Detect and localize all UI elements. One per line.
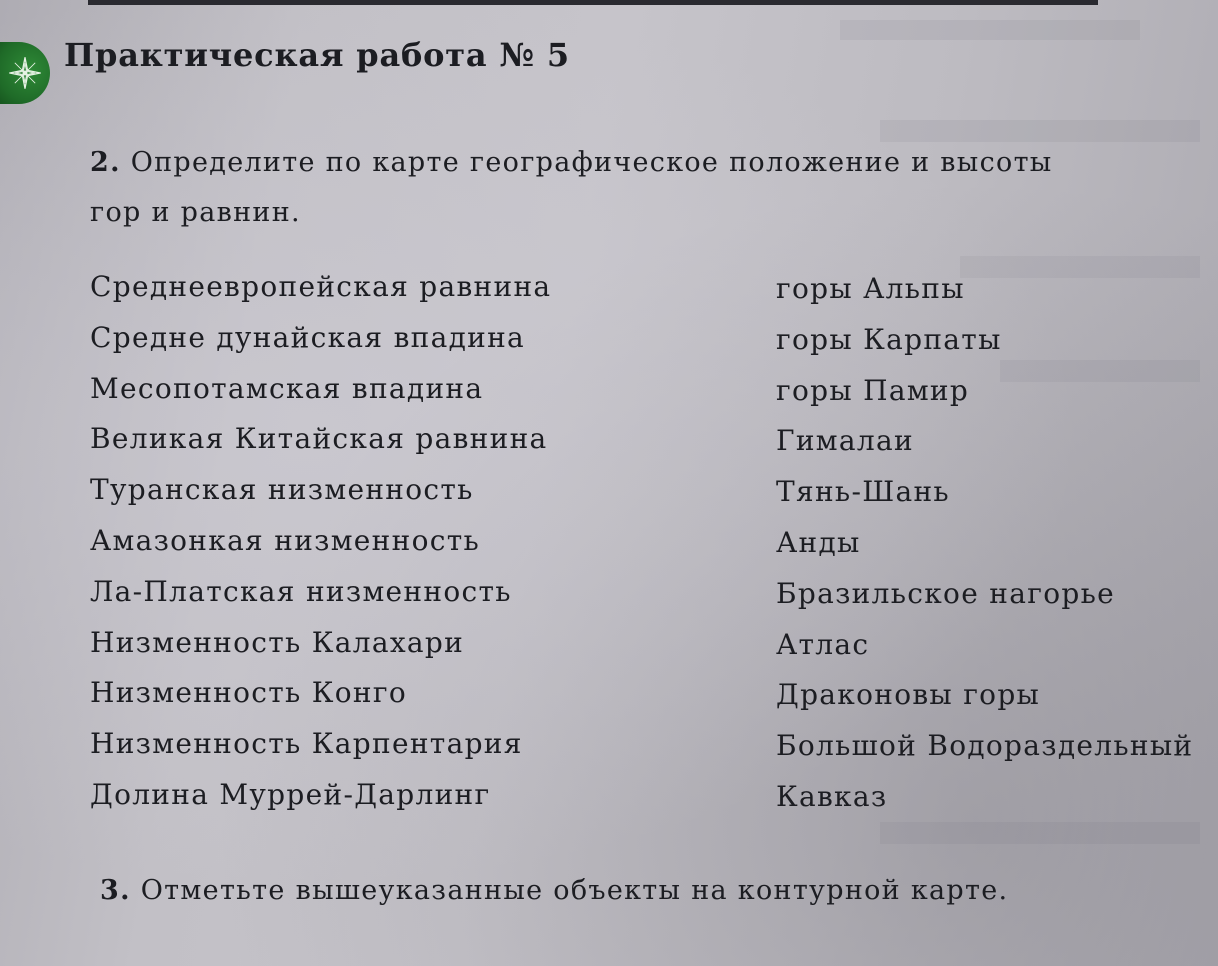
bleed-through xyxy=(880,822,1200,844)
lowland-item: Долина Муррей-Дарлинг xyxy=(90,777,491,811)
task-2-text: Определите по карте географическое положение и высоты xyxy=(130,147,1053,178)
lowland-item: Низменность Карпентария xyxy=(90,727,523,761)
lowland-item: Туранская низменность xyxy=(90,473,474,507)
task-2 xyxy=(90,138,1053,238)
mountain-item: горы Памир xyxy=(776,373,970,407)
compass-rose-glyph xyxy=(8,56,42,90)
task-3 xyxy=(100,866,1008,916)
lowland-item: Низменность Калахари xyxy=(90,625,465,659)
task-3-text: Отметьте вышеуказанные объекты на контурной карте. xyxy=(140,875,1009,906)
lowland-item: Амазонкая низменность xyxy=(90,523,481,557)
mountain-item: Атлас xyxy=(776,627,870,661)
bleed-through xyxy=(840,20,1140,40)
top-rule xyxy=(88,0,1098,5)
task-3-number: 3. xyxy=(100,875,131,906)
mountains-list xyxy=(776,264,1193,823)
mountain-item: Большой Водораздельный xyxy=(776,729,1194,763)
lowlands-list xyxy=(90,262,551,821)
task-2-number: 2. xyxy=(90,147,121,178)
lowland-item: Ла-Платская низменность xyxy=(90,574,512,608)
mountain-item: Анды xyxy=(776,525,861,559)
lowland-item: Великая Китайская равнина xyxy=(90,422,548,456)
lowland-item: Средне дунайская впадина xyxy=(90,320,526,354)
mountain-item: горы Карпаты xyxy=(776,322,1002,356)
task-2-text-continued: гор и равнин. xyxy=(90,197,301,228)
lowland-item: Низменность Конго xyxy=(90,676,408,710)
mountain-item: Драконовы горы xyxy=(776,678,1041,712)
mountain-item: Гималаи xyxy=(776,424,914,458)
mountain-item: горы Альпы xyxy=(776,272,965,305)
mountain-item: Кавказ xyxy=(776,779,888,813)
lowland-item: Месопотамская впадина xyxy=(90,371,484,405)
mountain-item: Бразильское нагорье xyxy=(776,576,1115,610)
mountain-item: Тянь-Шань xyxy=(776,475,950,509)
lowland-item: Среднеевропейская равнина xyxy=(90,270,552,303)
page-title: Практическая работа № 5 xyxy=(64,36,570,74)
compass-rose-icon xyxy=(0,42,50,104)
